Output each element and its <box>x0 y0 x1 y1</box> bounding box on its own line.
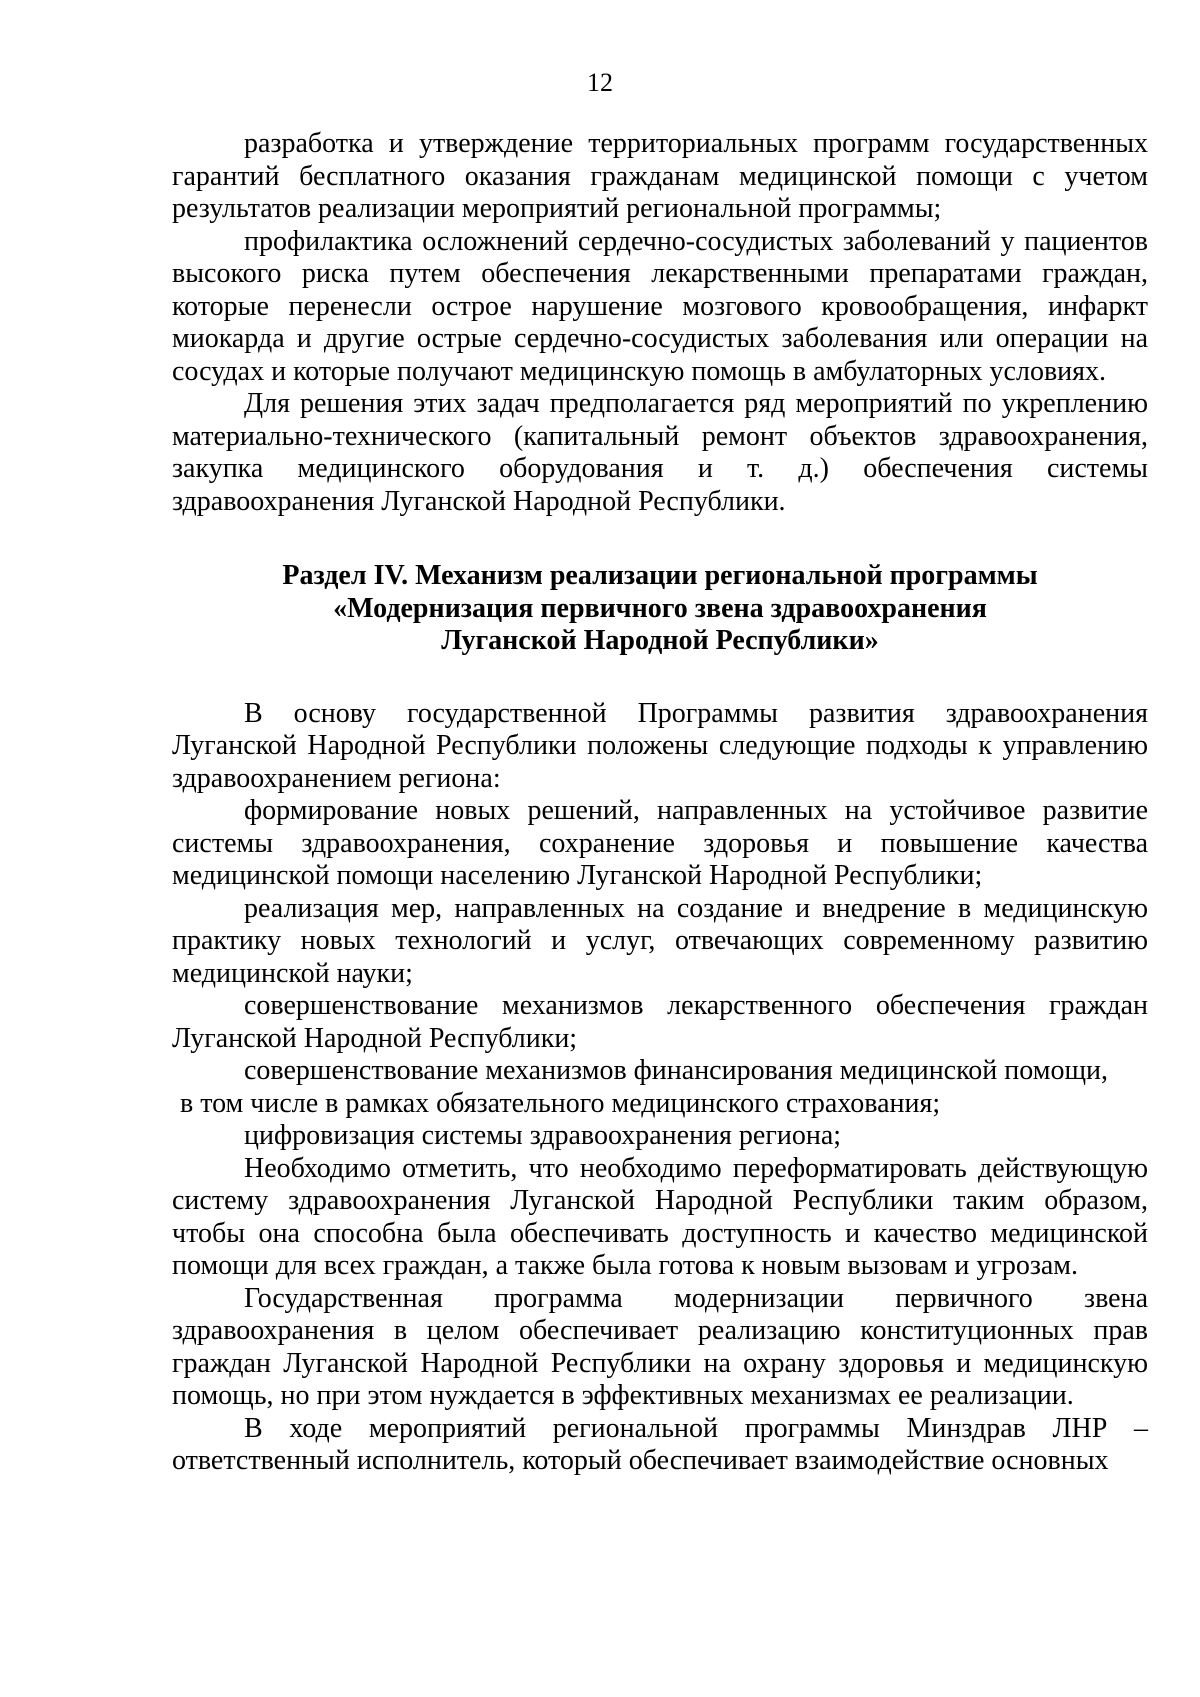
section-heading-line-1: Раздел IV. Механизм реализации региональной программы <box>282 560 1038 591</box>
paragraph-cardio-prevention: профилактика осложнений сердечно-сосудистых заболеваний у пациентов высокого риска путем обеспечения лекарственными препаратами граждан, которые перенесли острое нарушение мозгового кровообращения, инфаркт миокарда и другие острые сердечно-сосудистых заболевания или операции на сосудах и которые получают медицинскую помощь в амбулаторных условиях. <box>172 225 1148 387</box>
paragraph-ministry-executor: В ходе мероприятий региональной программы Минздрав ЛНР – ответственный исполнитель, который обеспечивает взаимодействие основных <box>172 1412 1148 1476</box>
paragraph-state-program: Государственная программа модернизации первичного звена здравоохранения в целом обеспечивает реализацию конституционных прав граждан Луганской Народной Республики на охрану здоровья и медицинскую помощь, но при этом нуждается в эффективных механизмах ее реализации. <box>172 1282 1148 1411</box>
paragraph-insurance: в том числе в рамках обязательного медицинского страхования; <box>180 1087 941 1119</box>
paragraph-digitalization: цифровизация системы здравоохранения региона; <box>244 1120 842 1151</box>
section-heading-line-3: Луганской Народной Республики» <box>441 625 879 656</box>
paragraph-financing: совершенствование механизмов финансирования медицинской помощи, <box>244 1055 1108 1086</box>
paragraph-new-solutions: формирование новых решений, направленных на устойчивое развитие системы здравоохранения, сохранение здоровья и повышение качества медицинской помощи населению Луганской Народной Республики; <box>172 795 1148 891</box>
paragraph-material-support: Для решения этих задач предполагается ряд мероприятий по укреплению материально-технического (капитальный ремонт объектов здравоохранения, закупка медицинского оборудования и т. д.) обеспечения системы здравоохранения Луганской Народной Республики. <box>172 388 1148 517</box>
section-heading-line-2: «Модернизация первичного звена здравоохранения <box>333 592 987 624</box>
paragraph-territorial-programs: разработка и утверждение территориальных программ государственных гарантий бесплатного оказания гражданам медицинской помощи с учетом результатов реализации мероприятий региональной программы; <box>172 128 1148 224</box>
section-heading <box>172 560 1148 658</box>
paragraph-drug-provision: совершенствование механизмов лекарственного обеспечения граждан Луганской Народной Республики; <box>172 990 1148 1054</box>
page-number: 12 <box>587 68 613 97</box>
paragraph-approaches: В основу государственной Программы развития здравоохранения Луганской Народной Республики положены следующие подходы к управлению здравоохранением региона: <box>172 697 1148 794</box>
paragraph-reformat-system: Необходимо отметить, что необходимо переформатировать действующую систему здравоохранения Луганской Народной Республики таким образом, чтобы она способна была обеспечивать доступность и качество медицинской помощи для всех граждан, а также была готова к новым вызовам и угрозам. <box>172 1152 1148 1281</box>
document-body <box>172 128 1148 1478</box>
paragraph-new-technologies: реализация мер, направленных на создание и внедрение в медицинскую практику новых технологий и услуг, отвечающих современному развитию медицинской науки; <box>172 892 1148 989</box>
